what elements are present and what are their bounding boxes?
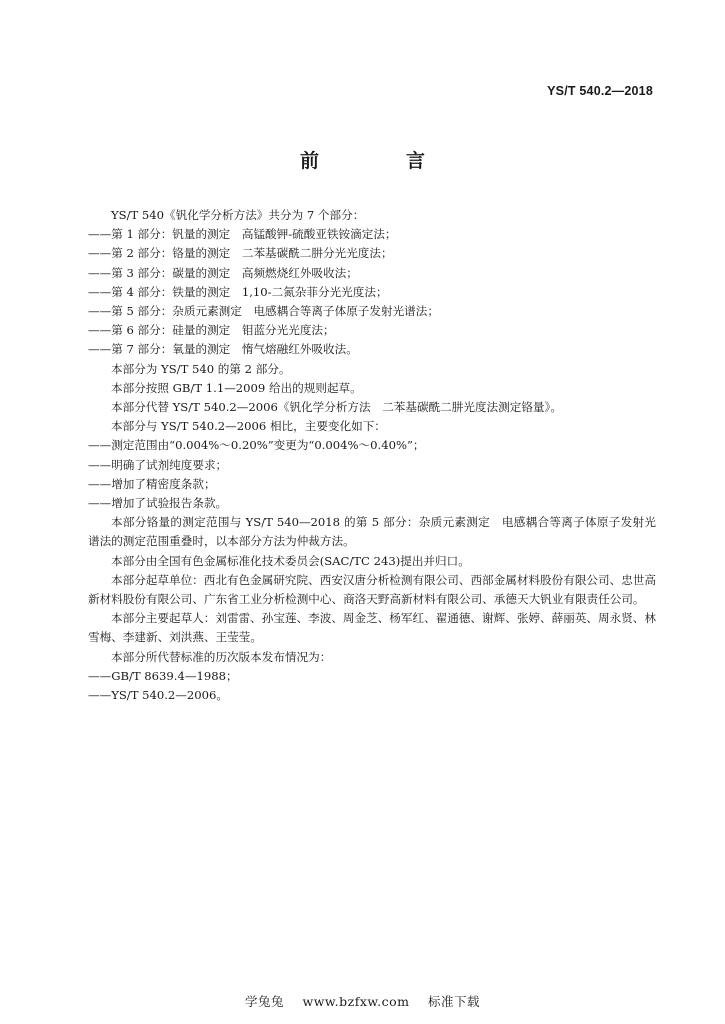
change-list-item: ——明确了试剂纯度要求； bbox=[88, 457, 228, 472]
footer-site-name: 学兔兔 bbox=[245, 994, 285, 1009]
part-list-item: ——第 2 部分：铬量的测定 二苯基碳酰二肼分光光度法； bbox=[88, 246, 393, 261]
document-body bbox=[88, 206, 656, 705]
history-list-item: ——YS/T 540.2—2006。 bbox=[88, 688, 228, 703]
part-list-item: ——第 7 部分：氧量的测定 惰气熔融红外吸收法。 bbox=[88, 342, 358, 357]
intro-line: YS/T 540《钒化学分析方法》共分为 7 个部分： bbox=[111, 208, 365, 222]
paragraph: 本部分与 YS/T 540.2—2006 相比，主要变化如下： bbox=[111, 419, 386, 434]
footer-slogan: 标准下载 bbox=[427, 994, 480, 1009]
footer bbox=[0, 992, 725, 1010]
part-list-item: ——第 6 部分：硅量的测定 钼蓝分光光度法； bbox=[88, 323, 335, 338]
paragraph: 本部分所代替标准的历次版本发布情况为： bbox=[111, 649, 332, 664]
paragraph: 本部分由全国有色金属标准化技术委员会(SAC/TC 243)提出并归口。 bbox=[111, 553, 470, 568]
change-list-item: ——增加了精密度条款； bbox=[88, 476, 216, 491]
part-list-item: ——第 5 部分：杂质元素测定 电感耦合等离子体原子发射光谱法； bbox=[88, 304, 439, 319]
footer-url[interactable]: www.bzfxw.com bbox=[302, 994, 410, 1009]
history-list-item: ——GB/T 8639.4—1988； bbox=[88, 668, 238, 683]
page-title: 前 言 bbox=[299, 150, 459, 172]
standard-code: YS/T 540.2—2018 bbox=[547, 84, 653, 98]
drafters: 本部分主要起草人：刘雷雷、孙宝莲、李波、周金芝、杨军红、翟通德、谢辉、张婷、薛丽英、周永贤、林雪梅、李建新、刘洪燕、王莹莹。 bbox=[88, 611, 656, 645]
part-list-item: ——第 1 部分：钒量的测定 高锰酸钾-硫酸亚铁铵滴定法； bbox=[88, 227, 397, 242]
paragraph: 本部分为 YS/T 540 的第 2 部分。 bbox=[111, 361, 291, 376]
paragraph: 本部分代替 YS/T 540.2—2006《钒化学分析方法 二苯基碳酰二肼光度法测定铬量》。 bbox=[111, 400, 562, 415]
change-list-item: ——增加了试验报告条款。 bbox=[88, 496, 228, 511]
drafting-units: 本部分起草单位：西北有色金属研究院、西安汉唐分析检测有限公司、西部金属材料股份有限公司、忠世高新材料股份有限公司、广东省工业分析检测中心、商洛天野高新材料有限公司、承德天大钒业有限责任公司。 bbox=[88, 572, 656, 607]
part-list-item: ——第 3 部分：碳量的测定 高频燃烧红外吸收法； bbox=[88, 265, 358, 280]
part-list-item: ——第 4 部分：铁量的测定 1,10-二氮杂菲分光光度法； bbox=[88, 284, 388, 299]
paragraph: 本部分按照 GB/T 1.1—2009 给出的规则起草。 bbox=[111, 380, 362, 395]
paragraph: 本部分铬量的测定范围与 YS/T 540—2018 的第 5 部分：杂质元素测定 电感耦合等离子体原子发射光谱法的测定范围重叠时，以本部分方法为仲裁方法。 bbox=[88, 515, 656, 549]
change-list-item: ——测定范围由“0.004%～0.20%”变更为“0.004%～0.40%”； bbox=[88, 438, 425, 453]
